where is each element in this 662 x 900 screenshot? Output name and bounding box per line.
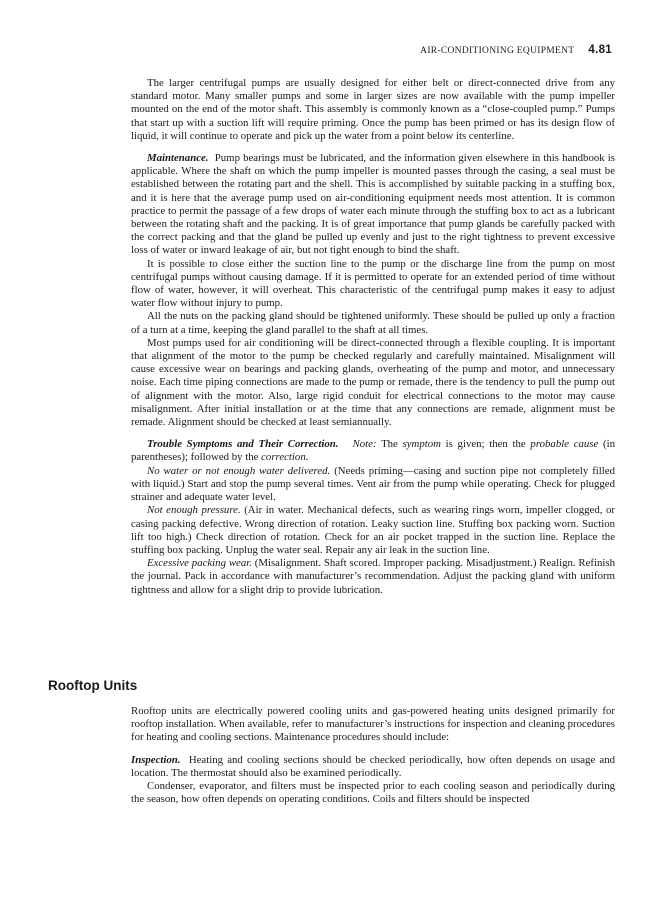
trouble-symptom: No water or not enough water delivered. — [147, 464, 331, 477]
maintenance-text-1: Pump bearings must be lubricated, and the information given elsewhere in this handbook is applicable. Where the shaft on which the pump impeller is mounted passes through the casing, a seal must be established between the rotating part and the shell. This is accomplished by suitable packing in a stuffing box, and it is here that the average pump used on air-conditioning equipment needs most attention. It is common practice to permit the passage of a few drops of water each minute through the stuffing box to act as a lubricant between the rotating shaft and the packing. It is of great importance that pump glands be carefully packed with the correct packing and that the gland be pulled up evenly and just to the right tightness to prevent excessive loss of water or inward leakage of air, but not tight enough to bind the shaft. — [131, 152, 615, 257]
note-text-2: is given; then the — [445, 438, 526, 451]
correction-word: correction. — [261, 451, 309, 464]
inspection-heading: Inspection. — [131, 753, 181, 766]
trouble-item — [131, 504, 615, 557]
maintenance-heading: Maintenance. — [147, 152, 209, 165]
running-header — [420, 44, 612, 56]
intro-paragraph: The larger centrifugal pumps are usually designed for either belt or direct-connected drive from any standard motor. Many smaller pumps and some in larger sizes are now available with the pump impeller mounted on the end of the motor shaft. This assembly is commonly known as a “close-coupled pump.” Pumps that start up with a suction lift will require priming. Once the pump has been primed or has its design flow of liquid, it will continue to operate and pick up the water from a point below its centerline. — [131, 77, 615, 142]
maintenance-paragraph-3: All the nuts on the packing gland should be tightened uniformly. These should be pulled up only a fraction of a turn at a time, keeping the gland parallel to the shaft at all times. — [131, 310, 615, 336]
maintenance-paragraph-1 — [131, 152, 615, 258]
note-text-1: The — [381, 438, 398, 451]
page-number: 4.81 — [588, 44, 612, 56]
trouble-intro — [131, 438, 615, 464]
inspection-paragraph-2: Condenser, evaporator, and filters must be inspected prior to each cooling season and periodically during the season, how often depends on operating conditions. Coils and filters should be inspected — [131, 780, 615, 806]
section-heading-rooftop-units: Rooftop Units — [48, 678, 138, 693]
trouble-item — [131, 557, 615, 597]
trouble-heading: Trouble Symptoms and Their Correction. — [147, 438, 339, 451]
trouble-item — [131, 465, 615, 505]
maintenance-paragraph-2: It is possible to close either the suction line to the pump or the discharge line from the pump on most centrifugal pumps without causing damage. If it is permitted to operate for an extended period of time without flow of water, however, it will overheat. This characteristic of the centrifugal pump makes it easy to adjust water flow without injury to pump. — [131, 257, 615, 310]
note-label: Note: — [352, 438, 377, 451]
trouble-symptom: Excessive packing wear. — [147, 557, 252, 570]
maintenance-paragraph-4: Most pumps used for air conditioning will be direct-connected through a flexible coupling. It is important that alignment of the motor to the pump be checked regularly and carefully maintained. Misalignment will cause excessive wear on bearings and packing glands, overheating of the pump and motor, and unnecessary noise. Each time piping connections are made to the pump or remade, there is the tendency to pull the pump out of alignment with the motor. Also, large rigid conduit for electrical connections to the motor may cause misalignment. After initial installation or at the time that any connections are remade, alignment must be remade. Alignment should be checked at least semiannually. — [131, 336, 615, 429]
rooftop-intro: Rooftop units are electrically powered cooling units and gas-powered heating units designed primarily for rooftop installation. When available, refer to manufacturer’s instructions for inspection and cleaning procedures for heating and cooling sections. Maintenance procedures should include: — [131, 705, 615, 744]
trouble-text: (Misalignment. Shaft scored. Improper packing. Misadjustment.) Realign. Refinish the journal. Pack in accordance with manufacturer’s recommendation. Adjust the packing gland with uniform tightness and allow for a slight drip to provide lubrication. — [131, 557, 615, 596]
running-header-title: AIR-CONDITIONING EQUIPMENT — [420, 46, 575, 56]
inspection-paragraph-1 — [131, 754, 615, 780]
trouble-symptom: Not enough pressure. — [147, 504, 241, 517]
inspection-text-1: Heating and cooling sections should be checked periodically, how often depends on usage and location. The thermostat should also be examined periodically. — [131, 753, 615, 779]
note-text-3: (in parentheses); followed by the — [131, 438, 615, 464]
body-column-top — [131, 77, 615, 597]
symptom-word: symptom — [402, 438, 441, 451]
probable-cause-word: probable cause — [530, 438, 599, 451]
trouble-text: (Needs priming—casing and suction pipe not completely filled with liquid.) Start and stop the pump several times. Vent air from the pump while operating. Check for plugged strainer and adequate water level. — [131, 464, 615, 504]
body-column-rooftop — [131, 705, 615, 806]
trouble-text: (Air in water. Mechanical defects, such as wearing rings worn, impeller clogged, or casing packing defective. Wrong direction of rotation. Leaky suction line. Stuffing box packing worn. Suction lift too high.) Check direction of rotation. Check for an air pocket trapped in the suction line. Replace the stuffing box packing. Unplug the water seal. Repair any air leak in the suction line. — [131, 504, 615, 556]
